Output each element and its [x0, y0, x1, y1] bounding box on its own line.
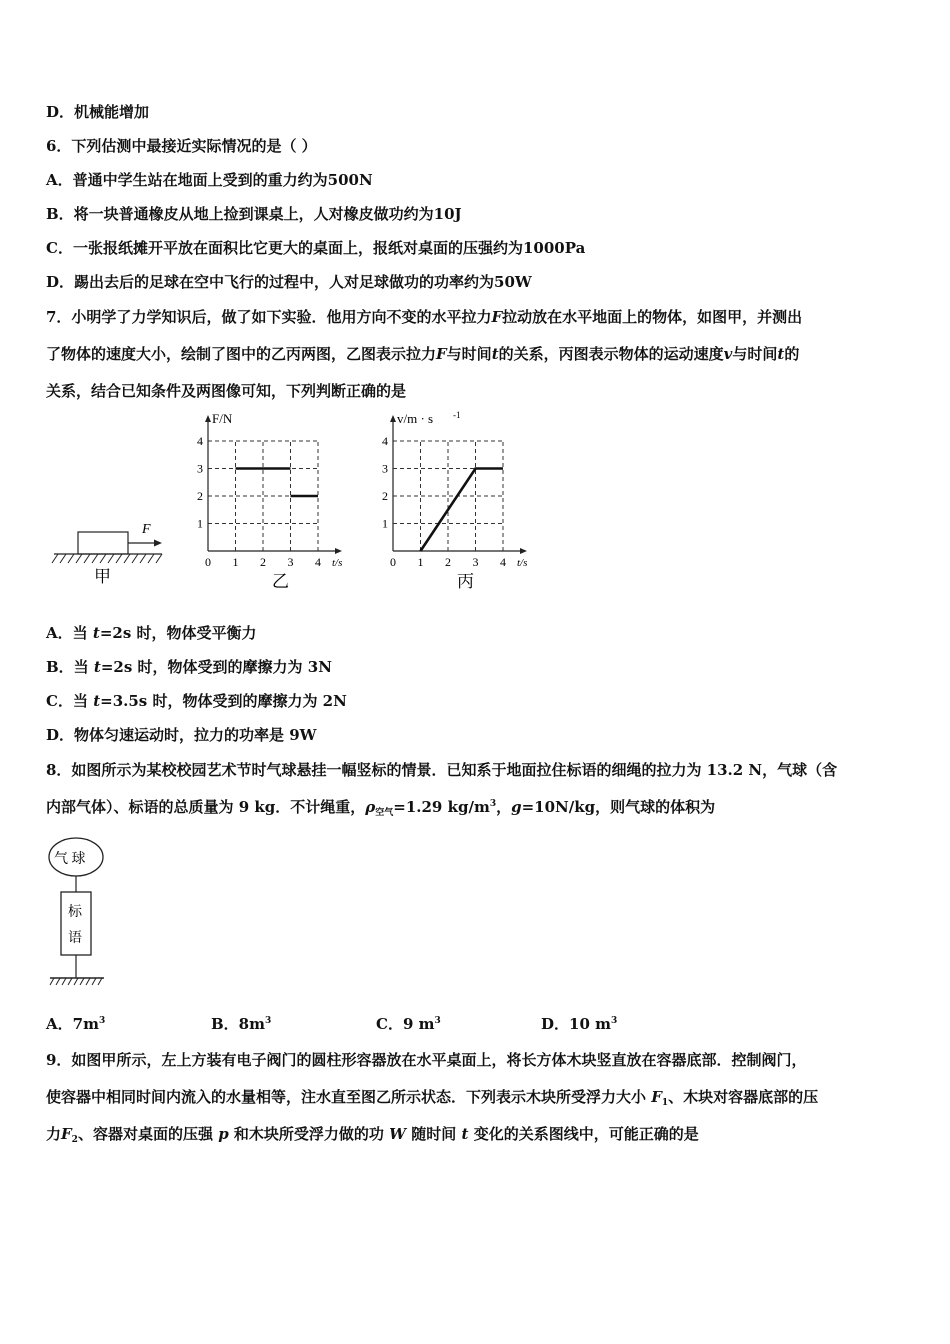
q6-option-b: B．将一块普通橡皮从地上捡到课桌上，人对橡皮做功约为10J — [46, 205, 462, 223]
y-tick-label: 2 — [197, 489, 203, 503]
x-tick-label: 3 — [287, 555, 294, 569]
q7-chart-yi — [190, 405, 370, 595]
q6-stem: 6．下列估测中最接近实际情况的是（ ） — [46, 137, 317, 155]
q9-stem-line1: 9．如图甲所示，左上方装有电子阀门的圆柱形容器放在水平桌面上，将长方体木块竖直放在容器底部．控制阀门， — [46, 1051, 807, 1069]
q7-figure-jia — [50, 515, 175, 590]
x-tick-label: 2 — [260, 555, 266, 569]
x-tick-label: 4 — [315, 555, 321, 569]
y-tick-label: 1 — [197, 516, 203, 531]
banner-char-2: 语 — [68, 931, 82, 946]
q7-stem-line3: 关系，结合已知条件及两图像可知，下列判断正确的是 — [46, 382, 407, 400]
q8-option-c: C．9 $m^3$ — [376, 1015, 441, 1033]
q8-option-a: A．$7m^3$ — [46, 1015, 106, 1033]
q8-option-b: B．$8m^3$ — [211, 1015, 272, 1033]
banner-char-1: 标 — [68, 905, 82, 920]
y-tick-label: 2 — [382, 489, 388, 503]
ground-hatch — [50, 978, 102, 985]
q8-stem-line1: 8．如图所示为某校校园艺术节时气球悬挂一幅竖标的情景．已知系于地面拉住标语的细绳的拉力为 13.2 N，气球（含 — [46, 761, 838, 779]
ground-hatch — [52, 554, 162, 563]
x-axis-label: t/s — [517, 557, 528, 569]
y-tick-label: 1 — [382, 516, 388, 531]
x-axis-arrow — [335, 548, 342, 554]
y-axis-arrow — [390, 415, 396, 422]
y-axis-label: F/N — [212, 411, 233, 426]
q7-option-a: A．当 t=2s 时，物体受平衡力 — [46, 624, 257, 642]
q6-option-c: C．一张报纸摊开平放在面积比它更大的桌面上，报纸对桌面的压强约为1000Pa — [46, 239, 586, 257]
x-tick-label: 4 — [500, 555, 506, 569]
x-tick-label: 3 — [472, 555, 479, 569]
y-axis-label-exponent: -1 — [453, 410, 461, 420]
q9-stem-line3: 力$F_2$、容器对桌面的压强 p 和木块所受浮力做的功 W 随时间 t 变化的关系图线中，可能正确的是 — [46, 1125, 699, 1145]
balloon-label: 气 球 — [54, 852, 86, 867]
q9-stem-line2: 使容器中相同时间内流入的水量相等，注水直至图乙所示状态．下列表示木块所受浮力大小 $F_1$、木块对容器底部的压 — [46, 1088, 819, 1108]
x-tick-label: 1 — [417, 555, 424, 569]
x-axis-arrow — [520, 548, 527, 554]
x-axis-label: t/s — [332, 557, 343, 569]
x-tick-label: 2 — [445, 555, 451, 569]
q8-balloon-figure — [44, 835, 114, 990]
caption-yi: 乙 — [272, 572, 289, 591]
y-tick-label: 3 — [382, 461, 388, 476]
force-arrow-head — [154, 540, 162, 547]
q7-stem-line2: 了物体的速度大小，绘制了图中的乙丙两图，乙图表示拉力F与时间t的关系，丙图表示物体的运动速度v与时间t的 — [46, 345, 800, 363]
y-axis-label: v/m · s — [397, 411, 434, 426]
q5-option-d: D．机械能增加 — [46, 103, 150, 121]
y-tick-label: 4 — [197, 434, 203, 448]
q7-chart-bing — [375, 405, 560, 595]
q7-option-d: D．物体匀速运动时，拉力的功率是 9W — [46, 726, 317, 744]
caption-bing: 丙 — [457, 572, 474, 591]
q6-option-a: A．普通中学生站在地面上受到的重力约为500N — [46, 171, 373, 189]
q7-option-b: B．当 t=2s 时，物体受到的摩擦力为 3N — [46, 658, 332, 676]
force-label: F — [142, 522, 151, 537]
q7-stem-line1: 7．小明学了力学知识后，做了如下实验．他用方向不变的水平拉力F拉动放在水平地面上的物体，如图甲，并测出 — [46, 308, 803, 326]
y-axis-arrow — [205, 415, 211, 422]
x-tick-label: 0 — [390, 555, 396, 569]
q8-option-d: D．10 $m^3$ — [541, 1015, 618, 1033]
block — [78, 532, 128, 554]
x-tick-label: 0 — [205, 555, 211, 569]
q8-stem-line2: 内部气体）、标语的总质量为 9 kg．不计绳重，$\rho_{空气}=1.29$ $kg/m^3$，g=10N/kg，则气球的体积为 — [46, 798, 716, 818]
x-tick-label: 1 — [232, 555, 239, 569]
q7-option-c: C．当 t=3.5s 时，物体受到的摩擦力为 2N — [46, 692, 347, 710]
y-tick-label: 4 — [382, 434, 388, 448]
caption-jia: 甲 — [94, 567, 111, 586]
series-line — [421, 469, 504, 552]
y-tick-label: 3 — [197, 461, 203, 476]
q6-option-d: D．踢出去后的足球在空中飞行的过程中，人对足球做功的功率约为50W — [46, 273, 532, 291]
